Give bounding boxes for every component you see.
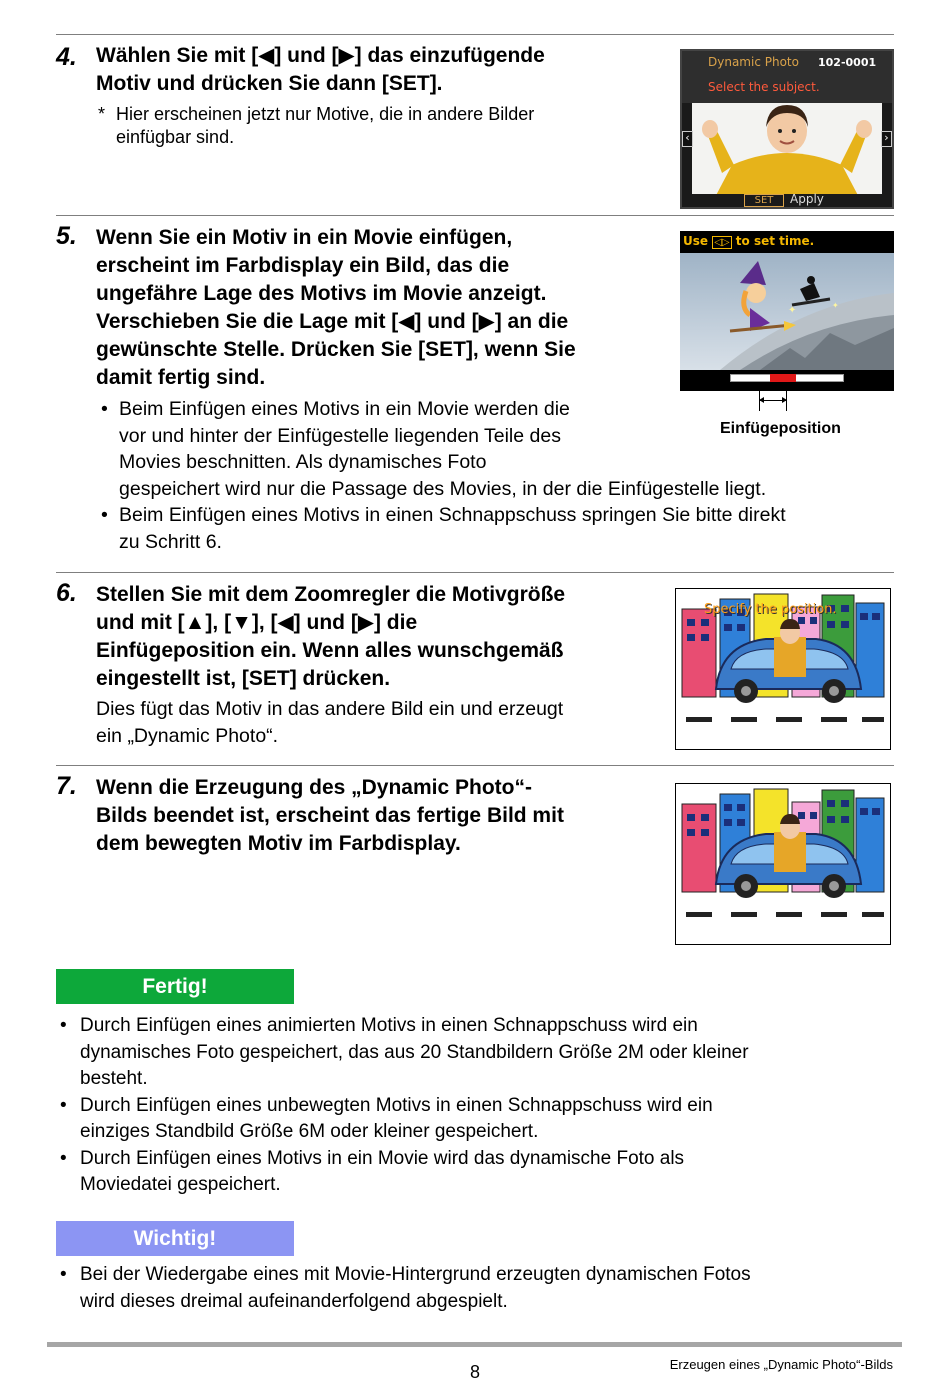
step-number: 5. <box>56 222 77 250</box>
step-title-line: Bilds beendet ist, erscheint das fertige Bild mit <box>96 804 564 827</box>
svg-text:✦: ✦ <box>788 305 797 316</box>
screen-title: Dynamic Photo <box>708 55 799 69</box>
step-6 <box>56 572 894 765</box>
list-line: besteht. <box>80 1068 148 1089</box>
svg-text:✦: ✦ <box>832 301 839 310</box>
step-number: 7. <box>56 772 77 800</box>
camera-screen-select-subject <box>680 49 894 209</box>
step-title-line: dem bewegten Motiv im Farbdisplay. <box>96 832 461 855</box>
bullet-dot: • <box>60 1094 67 1116</box>
page-number: 8 <box>469 1362 480 1382</box>
footer-rule <box>47 1342 902 1347</box>
step-4 <box>56 34 894 215</box>
step-title <box>96 774 564 858</box>
step-title-line: ungefähre Lage des Motivs im Movie anzeigt. <box>96 282 547 305</box>
next-subject-arrow-icon[interactable]: › <box>881 131 892 147</box>
step-number: 6. <box>56 579 77 607</box>
bullet-line: zu Schritt 6. <box>119 530 222 553</box>
prompt-text: to set time. <box>735 234 815 248</box>
step-title-line: und mit [▲], [▼], [◀] und [▶] die <box>96 611 418 634</box>
movie-frame-snowboard-witch <box>680 253 894 370</box>
note-line: Hier erscheinen jetzt nur Motive, die in andere Bilder <box>116 104 535 124</box>
apply-label: Apply <box>790 192 824 206</box>
step-5 <box>56 215 894 571</box>
bullet-line: gespeichert wird nur die Passage des Movies, in der die Einfügestelle liegt. <box>119 477 767 500</box>
composite-drawing-car-city <box>676 784 890 944</box>
specify-position-prompt: Specify the position. <box>704 602 837 617</box>
step-title-line: eingestellt ist, [SET] drücken. <box>96 667 391 690</box>
body-line: Dies fügt das Motiv in das andere Bild ein und erzeugt <box>96 698 564 720</box>
list-line: Durch Einfügen eines Motivs in ein Movie wird das dynamische Foto als <box>80 1147 685 1169</box>
bullet-dot: • <box>60 1264 67 1285</box>
list-item <box>56 1013 896 1093</box>
step-number: 4. <box>56 43 77 71</box>
step-title <box>96 581 565 693</box>
wichtig-heading-banner: Wichtig! <box>56 1221 294 1256</box>
step-7 <box>56 765 894 951</box>
bullet-line: vor und hinter der Einfügestelle liegenden Teile des <box>119 424 561 447</box>
step-body <box>96 696 656 750</box>
bullet-item <box>97 502 897 555</box>
prompt-text: Use <box>683 234 709 248</box>
list-line: Durch Einfügen eines animierten Motivs in einen Schnappschuss wird ein <box>80 1015 698 1036</box>
step-title-line: Einfügeposition ein. Wenn alles wunschgemäß <box>96 639 564 662</box>
camera-screen-specify-position <box>675 588 891 750</box>
insert-position-bracket <box>759 391 787 411</box>
note-asterisk: * <box>98 104 106 124</box>
prev-subject-arrow-icon[interactable]: ‹ <box>682 131 693 147</box>
insert-position-marker[interactable] <box>770 374 796 382</box>
bullet-line: Movies beschnitten. Als dynamisches Foto <box>119 451 487 473</box>
step-title-line: erscheint im Farbdisplay ein Bild, das die <box>96 254 510 277</box>
camera-screen-finished-dynamic-photo <box>675 783 891 945</box>
step-title-line: damit fertig sind. <box>96 366 266 389</box>
list-line: Bei der Wiedergabe eines mit Movie-Hintergrund erzeugten dynamischen Fotos <box>80 1264 751 1285</box>
fertig-list <box>56 1013 896 1199</box>
step-title-line: Motiv und drücken Sie dann [SET]. <box>96 72 443 95</box>
bullet-dot: • <box>60 1147 67 1169</box>
bullet-dot: • <box>60 1015 67 1036</box>
step-title-line: Stellen Sie mit dem Zoomregler die Motivgröße <box>96 583 566 606</box>
list-line: Moviedatei gespeichert. <box>80 1174 281 1195</box>
fertig-heading-banner: Fertig! <box>56 969 294 1004</box>
left-right-keys-icon: ◁▷ <box>714 237 730 248</box>
step-title-line: Wenn Sie ein Motiv in ein Movie einfügen, <box>96 226 513 249</box>
list-line: wird dieses dreimal aufeinanderfolgend abgespielt. <box>80 1290 508 1312</box>
list-line: einziges Standbild Größe 6M oder kleiner gespeichert. <box>80 1121 539 1142</box>
list-item <box>56 1093 896 1146</box>
list-item <box>56 1262 896 1315</box>
bullet-dot: • <box>101 504 108 526</box>
step-title-line: Verschieben Sie die Lage mit [◀] und [▶] an die <box>96 310 569 333</box>
body-line: ein „Dynamic Photo“. <box>96 725 279 747</box>
footer-chapter-title: Erzeugen eines „Dynamic Photo“-Bilds <box>669 1357 893 1372</box>
list-line: Durch Einfügen eines unbewegten Motivs in einen Schnappschuss wird ein <box>80 1094 713 1116</box>
wichtig-list <box>56 1262 896 1315</box>
bullet-dot: • <box>101 398 108 420</box>
insert-position-caption: Einfügeposition <box>720 420 841 437</box>
camera-screen-set-time <box>680 231 894 391</box>
step-title-line: gewünschte Stelle. Drücken Sie [SET], wenn Sie <box>96 338 576 361</box>
list-line: dynamisches Foto gespeichert, das aus 20 Standbildern Größe 2M oder kleiner <box>80 1041 749 1063</box>
bullet-line: Beim Einfügen eines Motivs in ein Movie werden die <box>119 398 570 420</box>
list-item <box>56 1146 896 1199</box>
file-number: 102-0001 <box>818 56 877 69</box>
step-title-line: Wenn die Erzeugung des „Dynamic Photo“- <box>96 776 532 799</box>
set-time-prompt <box>683 234 814 248</box>
subject-child-photo <box>692 103 882 203</box>
step-note <box>98 103 618 149</box>
bullet-line: Beim Einfügen eines Motivs in einen Schnappschuss springen Sie bitte direkt <box>119 504 786 526</box>
note-line: einfügbar sind. <box>116 127 235 147</box>
set-key-label[interactable]: SET <box>744 194 784 207</box>
bullet-item <box>97 396 897 502</box>
step-title <box>96 224 576 392</box>
select-prompt: Select the subject. <box>708 80 820 94</box>
step-title-line: Wählen Sie mit [◀] und [▶] das einzufügende <box>96 44 545 67</box>
step-title <box>96 42 545 98</box>
